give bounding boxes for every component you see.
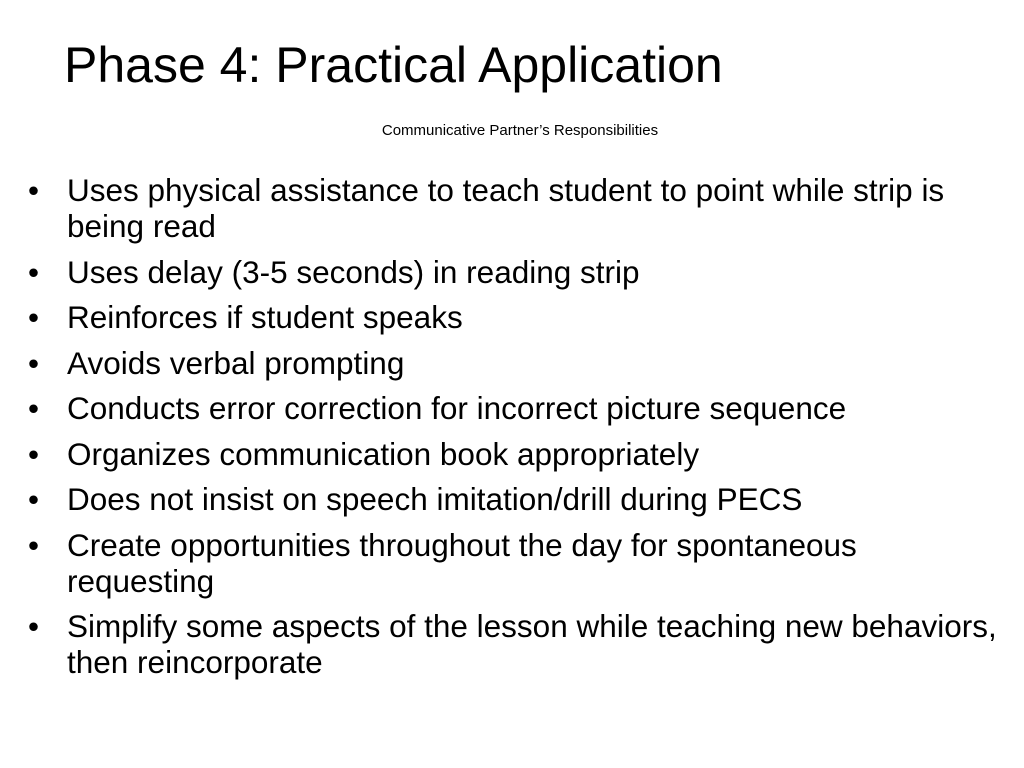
bullet-icon: •	[28, 481, 40, 517]
bullet-icon: •	[28, 390, 40, 426]
bullet-list	[28, 172, 998, 690]
bullet-text: Avoids verbal prompting	[67, 344, 405, 381]
bullet-icon: •	[28, 253, 40, 290]
bullet-icon: •	[28, 299, 40, 335]
bullet-item	[28, 527, 998, 599]
bullet-icon: •	[28, 526, 40, 563]
bullet-item	[28, 172, 998, 244]
slide-title: Phase 4: Practical Application	[64, 37, 723, 93]
bullet-text: Uses delay (3-5 seconds) in reading strip	[67, 253, 640, 290]
bullet-icon: •	[28, 608, 40, 644]
bullet-icon: •	[28, 172, 40, 208]
bullet-item	[28, 481, 998, 517]
bullet-text: Uses physical assistance to teach student to point while strip is being read	[67, 172, 945, 244]
bullet-icon: •	[28, 344, 40, 381]
bullet-item	[28, 254, 998, 290]
bullet-text: Create opportunities throughout the day for spontaneous requesting	[67, 526, 857, 599]
bullet-item	[28, 390, 998, 426]
bullet-item	[28, 436, 998, 472]
bullet-text: Reinforces if student speaks	[67, 299, 463, 335]
bullet-text: Does not insist on speech imitation/drill during PECS	[67, 481, 803, 517]
bullet-text: Conducts error correction for incorrect picture sequence	[67, 390, 847, 426]
bullet-text: Simplify some aspects of the lesson while teaching new behaviors, then reincorporate	[67, 608, 997, 680]
slide-subtitle: Communicative Partner’s Responsibilities	[381, 122, 659, 139]
bullet-item	[28, 345, 998, 381]
bullet-item	[28, 608, 998, 680]
bullet-text: Organizes communication book appropriately	[67, 435, 700, 472]
bullet-item	[28, 299, 998, 335]
bullet-icon: •	[28, 435, 40, 472]
